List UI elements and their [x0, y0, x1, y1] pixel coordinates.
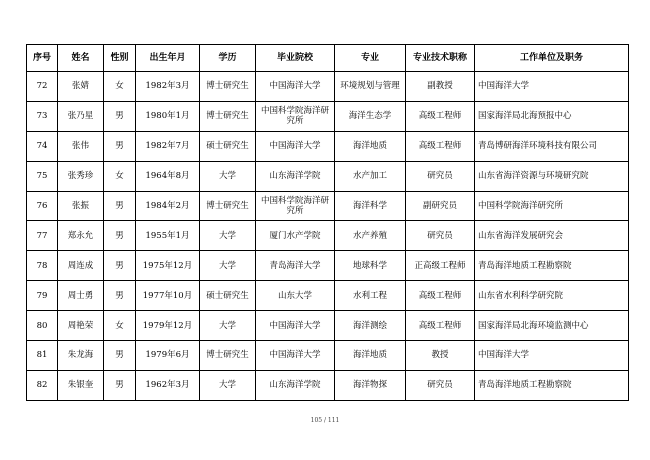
cell-major: 水产养殖 — [335, 221, 406, 251]
cell-major: 海洋地质 — [335, 131, 406, 161]
column-header-major: 专业 — [335, 45, 406, 72]
cell-professional-title: 研究员 — [406, 370, 475, 400]
cell-education: 博士研究生 — [200, 101, 256, 131]
column-header-gender: 性别 — [104, 45, 136, 72]
cell-birth-date: 1982年3月 — [136, 72, 200, 102]
table-row — [27, 370, 629, 400]
cell-graduate-school: 中国科学院海洋研究所 — [256, 101, 335, 131]
table-row — [27, 191, 629, 221]
cell-graduate-school: 中国海洋大学 — [256, 311, 335, 341]
column-header-professional-title: 专业技术职称 — [406, 45, 475, 72]
cell-birth-date: 1955年1月 — [136, 221, 200, 251]
cell-gender: 男 — [104, 251, 136, 281]
table-row — [27, 251, 629, 281]
cell-name: 张伟 — [58, 131, 104, 161]
cell-name: 周连成 — [58, 251, 104, 281]
cell-employer-position: 山东省海洋发展研究会 — [475, 221, 629, 251]
cell-employer-position: 中国海洋大学 — [475, 341, 629, 371]
cell-gender: 女 — [104, 72, 136, 102]
cell-employer-position: 中国海洋大学 — [475, 72, 629, 102]
cell-major: 水利工程 — [335, 281, 406, 311]
cell-professional-title: 高级工程师 — [406, 101, 475, 131]
cell-index: 72 — [27, 72, 58, 102]
cell-name: 周艳荣 — [58, 311, 104, 341]
cell-name: 张秀珍 — [58, 161, 104, 191]
cell-graduate-school: 中国海洋大学 — [256, 131, 335, 161]
cell-education: 大学 — [200, 221, 256, 251]
cell-index: 73 — [27, 101, 58, 131]
cell-index: 80 — [27, 311, 58, 341]
cell-major: 海洋生态学 — [335, 101, 406, 131]
cell-professional-title: 正高级工程师 — [406, 251, 475, 281]
cell-gender: 男 — [104, 131, 136, 161]
cell-professional-title: 研究员 — [406, 161, 475, 191]
cell-major: 海洋地质 — [335, 341, 406, 371]
cell-name: 朱银奎 — [58, 370, 104, 400]
page-number: 105 / 111 — [310, 417, 340, 424]
cell-education: 硕士研究生 — [200, 131, 256, 161]
cell-major: 海洋科学 — [335, 191, 406, 221]
cell-index: 74 — [27, 131, 58, 161]
cell-gender: 男 — [104, 281, 136, 311]
cell-name: 张婧 — [58, 72, 104, 102]
cell-major: 地球科学 — [335, 251, 406, 281]
column-header-name: 姓名 — [58, 45, 104, 72]
cell-gender: 男 — [104, 101, 136, 131]
expert-roster-table — [26, 44, 629, 401]
cell-name: 张振 — [58, 191, 104, 221]
cell-name: 周士勇 — [58, 281, 104, 311]
cell-graduate-school: 中国海洋大学 — [256, 72, 335, 102]
cell-graduate-school: 青岛海洋大学 — [256, 251, 335, 281]
cell-major: 海洋测绘 — [335, 311, 406, 341]
cell-gender: 女 — [104, 161, 136, 191]
table-header-row — [27, 45, 629, 72]
cell-index: 79 — [27, 281, 58, 311]
cell-professional-title: 研究员 — [406, 221, 475, 251]
cell-education: 大学 — [200, 251, 256, 281]
cell-employer-position: 青岛海洋地质工程勘察院 — [475, 370, 629, 400]
cell-education: 博士研究生 — [200, 341, 256, 371]
cell-graduate-school: 中国海洋大学 — [256, 341, 335, 371]
cell-graduate-school: 厦门水产学院 — [256, 221, 335, 251]
cell-birth-date: 1984年2月 — [136, 191, 200, 221]
cell-graduate-school: 山东海洋学院 — [256, 161, 335, 191]
table-row — [27, 72, 629, 102]
cell-major: 环境规划与管理 — [335, 72, 406, 102]
cell-education: 硕士研究生 — [200, 281, 256, 311]
cell-professional-title: 教授 — [406, 341, 475, 371]
table-row — [27, 131, 629, 161]
cell-graduate-school: 山东海洋学院 — [256, 370, 335, 400]
column-header-graduate-school: 毕业院校 — [256, 45, 335, 72]
cell-index: 78 — [27, 251, 58, 281]
cell-professional-title: 高级工程师 — [406, 131, 475, 161]
cell-birth-date: 1975年12月 — [136, 251, 200, 281]
cell-education: 大学 — [200, 161, 256, 191]
cell-graduate-school: 山东大学 — [256, 281, 335, 311]
cell-education: 博士研究生 — [200, 191, 256, 221]
column-header-education: 学历 — [200, 45, 256, 72]
cell-education: 大学 — [200, 311, 256, 341]
cell-professional-title: 高级工程师 — [406, 311, 475, 341]
table-row — [27, 281, 629, 311]
cell-birth-date: 1982年7月 — [136, 131, 200, 161]
cell-employer-position: 青岛博研海洋环境科技有限公司 — [475, 131, 629, 161]
cell-gender: 男 — [104, 370, 136, 400]
cell-index: 82 — [27, 370, 58, 400]
table-row — [27, 161, 629, 191]
cell-employer-position: 青岛海洋地质工程勘察院 — [475, 251, 629, 281]
cell-employer-position: 山东省海洋资源与环境研究院 — [475, 161, 629, 191]
cell-index: 77 — [27, 221, 58, 251]
cell-gender: 男 — [104, 341, 136, 371]
cell-graduate-school: 中国科学院海洋研究所 — [256, 191, 335, 221]
cell-birth-date: 1977年10月 — [136, 281, 200, 311]
cell-birth-date: 1979年12月 — [136, 311, 200, 341]
cell-index: 76 — [27, 191, 58, 221]
column-header-birth-date: 出生年月 — [136, 45, 200, 72]
cell-name: 朱龙海 — [58, 341, 104, 371]
column-header-employer-position: 工作单位及职务 — [475, 45, 629, 72]
table-row — [27, 221, 629, 251]
table-row — [27, 311, 629, 341]
cell-gender: 男 — [104, 191, 136, 221]
cell-employer-position: 国家海洋局北海预报中心 — [475, 101, 629, 131]
cell-birth-date: 1962年3月 — [136, 370, 200, 400]
cell-name: 郑永允 — [58, 221, 104, 251]
table-row — [27, 101, 629, 131]
cell-index: 75 — [27, 161, 58, 191]
table-row — [27, 341, 629, 371]
cell-birth-date: 1964年8月 — [136, 161, 200, 191]
cell-education: 大学 — [200, 370, 256, 400]
cell-index: 81 — [27, 341, 58, 371]
cell-professional-title: 副教授 — [406, 72, 475, 102]
cell-professional-title: 高级工程师 — [406, 281, 475, 311]
cell-name: 张乃星 — [58, 101, 104, 131]
column-header-index: 序号 — [27, 45, 58, 72]
cell-employer-position: 中国科学院海洋研究所 — [475, 191, 629, 221]
cell-education: 博士研究生 — [200, 72, 256, 102]
cell-professional-title: 副研究员 — [406, 191, 475, 221]
cell-birth-date: 1980年1月 — [136, 101, 200, 131]
cell-employer-position: 山东省水利科学研究院 — [475, 281, 629, 311]
cell-gender: 女 — [104, 311, 136, 341]
cell-major: 海洋物探 — [335, 370, 406, 400]
table-body — [27, 72, 629, 401]
cell-birth-date: 1979年6月 — [136, 341, 200, 371]
cell-major: 水产加工 — [335, 161, 406, 191]
cell-employer-position: 国家海洋局北海环境监测中心 — [475, 311, 629, 341]
cell-gender: 男 — [104, 221, 136, 251]
